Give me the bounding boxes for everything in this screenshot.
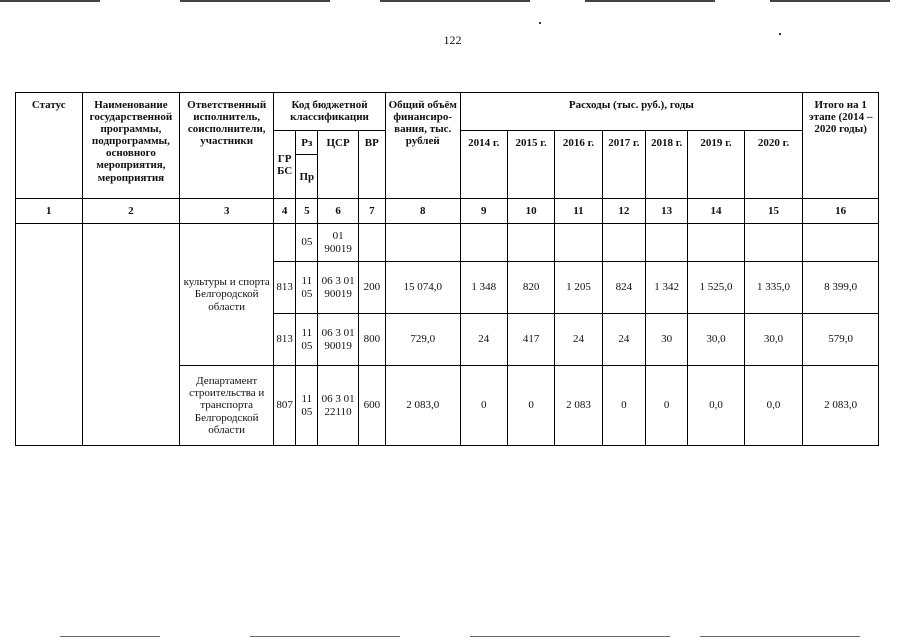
column-number: 2	[82, 199, 180, 224]
rzpr-cell: 11 05	[296, 262, 318, 314]
year-cell: 0,0	[688, 366, 744, 446]
scan-edge-line	[0, 0, 100, 2]
budget-table	[15, 92, 879, 446]
grbs-cell: 807	[274, 366, 296, 446]
header-year: 2016 г.	[555, 131, 602, 199]
column-number: 15	[744, 199, 803, 224]
header-year: 2020 г.	[744, 131, 803, 199]
program-name-cell	[82, 224, 180, 446]
scan-edge-line	[700, 636, 860, 637]
year-cell: 0	[460, 366, 507, 446]
year-cell	[507, 224, 554, 262]
header-year: 2018 г.	[646, 131, 688, 199]
year-cell: 24	[602, 314, 645, 366]
header-rz: Рз	[296, 131, 318, 155]
total-cell: 729,0	[385, 314, 460, 366]
header-executor: Ответственный исполнитель, соисполнители, участники	[180, 93, 274, 199]
csr-cell: 06 3 01 22110	[318, 366, 358, 446]
grbs-cell: 813	[274, 314, 296, 366]
stage-total-cell: 8 399,0	[803, 262, 879, 314]
header-year: 2017 г.	[602, 131, 645, 199]
page-number: 122	[443, 33, 462, 47]
year-cell: 824	[602, 262, 645, 314]
column-number: 8	[385, 199, 460, 224]
status-cell	[16, 224, 83, 446]
csr-cell: 06 3 01 90019	[318, 314, 358, 366]
year-cell: 417	[507, 314, 554, 366]
column-number: 5	[296, 199, 318, 224]
csr-cell: 01 90019	[318, 224, 358, 262]
year-cell: 24	[555, 314, 602, 366]
year-cell: 24	[460, 314, 507, 366]
header-status: Статус	[16, 93, 83, 199]
year-cell	[602, 224, 645, 262]
vr-cell: 800	[358, 314, 385, 366]
total-cell	[385, 224, 460, 262]
column-number: 6	[318, 199, 358, 224]
stage-total-cell: 2 083,0	[803, 366, 879, 446]
year-cell: 30,0	[744, 314, 803, 366]
scan-edge-line	[60, 636, 160, 637]
vr-cell	[358, 224, 385, 262]
scan-edge-line	[250, 636, 400, 637]
header-total-financing: Общий объём финансиро-вания, тыс. рублей	[385, 93, 460, 199]
column-number: 10	[507, 199, 554, 224]
scan-edge-line	[585, 0, 715, 2]
year-cell: 30,0	[688, 314, 744, 366]
year-cell: 0	[646, 366, 688, 446]
header-stage-total: Итого на 1 этапе (2014 – 2020 годы)	[803, 93, 879, 199]
year-cell: 1 335,0	[744, 262, 803, 314]
year-cell: 1 342	[646, 262, 688, 314]
year-cell	[688, 224, 744, 262]
column-number: 16	[803, 199, 879, 224]
rzpr-cell: 05	[296, 224, 318, 262]
scan-speck	[539, 22, 541, 24]
year-cell: 30	[646, 314, 688, 366]
year-cell: 1 205	[555, 262, 602, 314]
year-cell: 0	[602, 366, 645, 446]
year-cell: 1 525,0	[688, 262, 744, 314]
vr-cell: 600	[358, 366, 385, 446]
rzpr-cell: 11 05	[296, 314, 318, 366]
header-grbs: ГР БС	[274, 131, 296, 199]
header-budget-code: Код бюджетной классификации	[274, 93, 386, 131]
header-year: 2019 г.	[688, 131, 744, 199]
grbs-cell	[274, 224, 296, 262]
header-program-name: Наименование государственной программы, подпрограммы, основного мероприятия, мероприятия	[82, 93, 180, 199]
year-cell	[646, 224, 688, 262]
scan-edge-line	[380, 0, 530, 2]
executor-cell: культуры и спорта Белгородской области	[180, 224, 274, 366]
scan-edge-line	[470, 636, 670, 637]
stage-total-cell: 579,0	[803, 314, 879, 366]
year-cell: 1 348	[460, 262, 507, 314]
column-number: 3	[180, 199, 274, 224]
stage-total-cell	[803, 224, 879, 262]
total-cell: 2 083,0	[385, 366, 460, 446]
year-cell: 0,0	[744, 366, 803, 446]
column-number: 1	[16, 199, 83, 224]
rzpr-cell: 11 05	[296, 366, 318, 446]
column-number: 13	[646, 199, 688, 224]
vr-cell: 200	[358, 262, 385, 314]
grbs-cell: 813	[274, 262, 296, 314]
year-cell	[744, 224, 803, 262]
csr-cell: 06 3 01 90019	[318, 262, 358, 314]
scan-edge-line	[180, 0, 330, 2]
column-number: 7	[358, 199, 385, 224]
scan-edge-line	[770, 0, 890, 2]
column-number: 12	[602, 199, 645, 224]
year-cell	[555, 224, 602, 262]
year-cell: 2 083	[555, 366, 602, 446]
column-number: 9	[460, 199, 507, 224]
year-cell: 0	[507, 366, 554, 446]
header-year: 2015 г.	[507, 131, 554, 199]
header-year: 2014 г.	[460, 131, 507, 199]
total-cell: 15 074,0	[385, 262, 460, 314]
year-cell	[460, 224, 507, 262]
header-pr: Пр	[296, 155, 318, 199]
column-number: 11	[555, 199, 602, 224]
executor-cell: Департамент строительства и транспорта Белгородской области	[180, 366, 274, 446]
header-expenses: Расходы (тыс. руб.), годы	[460, 93, 803, 131]
header-csr: ЦСР	[318, 131, 358, 199]
year-cell: 820	[507, 262, 554, 314]
column-number: 4	[274, 199, 296, 224]
column-number: 14	[688, 199, 744, 224]
header-vr: ВР	[358, 131, 385, 199]
